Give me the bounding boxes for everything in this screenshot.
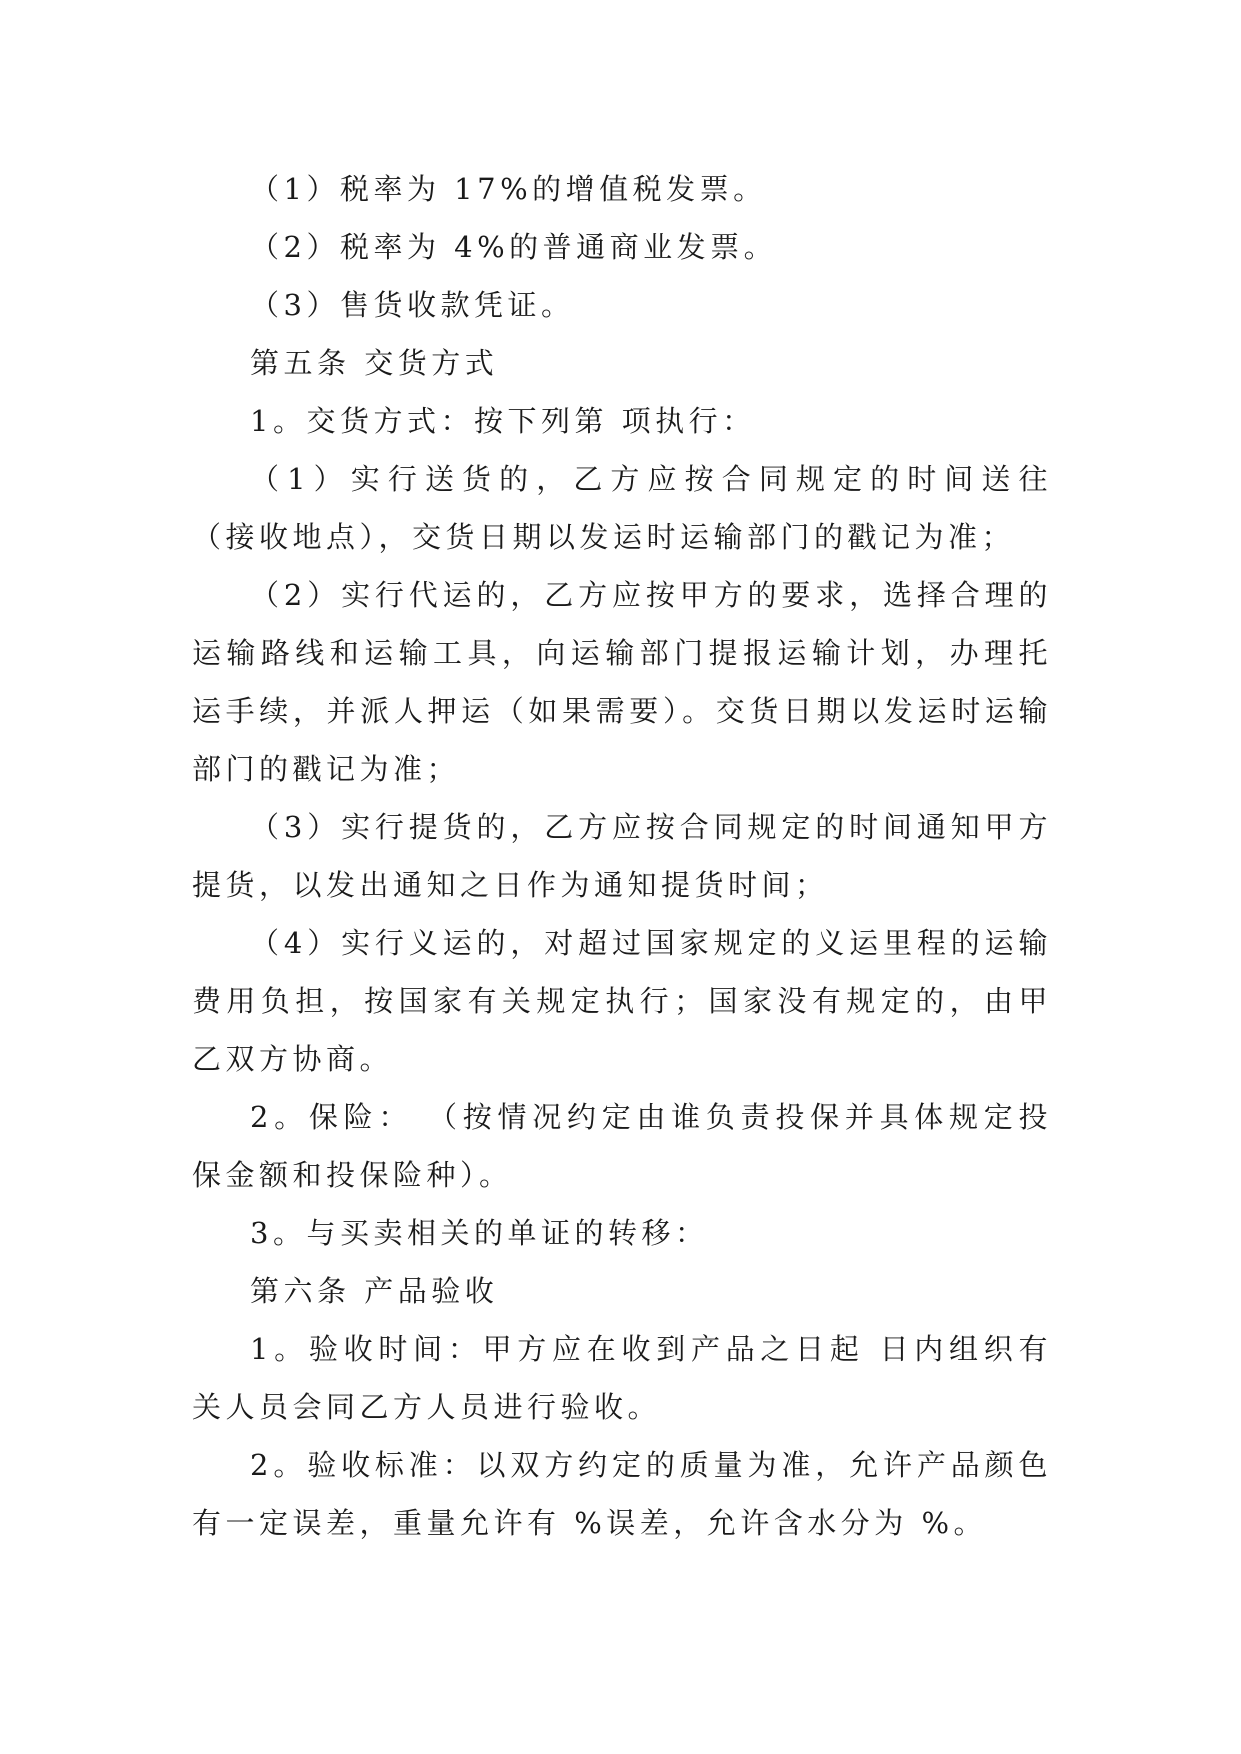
paragraph: （2）实行代运的，乙方应按甲方的要求，选择合理的运输路线和运输工具，向运输部门提报运输计划，办理托运手续，并派人押运（如果需要）。交货日期以发运时运输部门的戳记为准； [192, 578, 1052, 786]
paragraph: （1）实行送货的，乙方应按合同规定的时间送往 （接收地点），交货日期以发运时运输部门的戳记为准； [192, 462, 1052, 554]
paragraph: 2。验收标准：以双方约定的质量为准，允许产品颜色有一定误差，重量允许有 %误差，允许含水分为 %。 [192, 1448, 1052, 1540]
paragraph: 1。交货方式：按下列第 项执行： [250, 404, 756, 438]
paragraph: 3。与买卖相关的单证的转移： [250, 1216, 709, 1250]
paragraph: （3）实行提货的，乙方应按合同规定的时间通知甲方提货，以发出通知之日作为通知提货时间； [192, 810, 1052, 902]
paragraph: 2。保险： （按情况约定由谁负责投保并具体规定投保金额和投保险种）。 [192, 1100, 1052, 1192]
paragraph: （2）税率为 4%的普通商业发票。 [250, 230, 778, 264]
document-body [192, 160, 1052, 1552]
section-heading: 第六条 产品验收 [250, 1274, 499, 1308]
paragraph: （4）实行义运的，对超过国家规定的义运里程的运输费用负担，按国家有关规定执行；国家没有规定的，由甲乙双方协商。 [192, 926, 1052, 1076]
paragraph: （3）售货收款凭证。 [250, 288, 575, 322]
section-heading: 第五条 交货方式 [250, 346, 499, 380]
paragraph: （1）税率为 17%的增值税发票。 [250, 172, 767, 206]
paragraph: 1。验收时间：甲方应在收到产品之日起 日内组织有关人员会同乙方人员进行验收。 [192, 1332, 1052, 1424]
